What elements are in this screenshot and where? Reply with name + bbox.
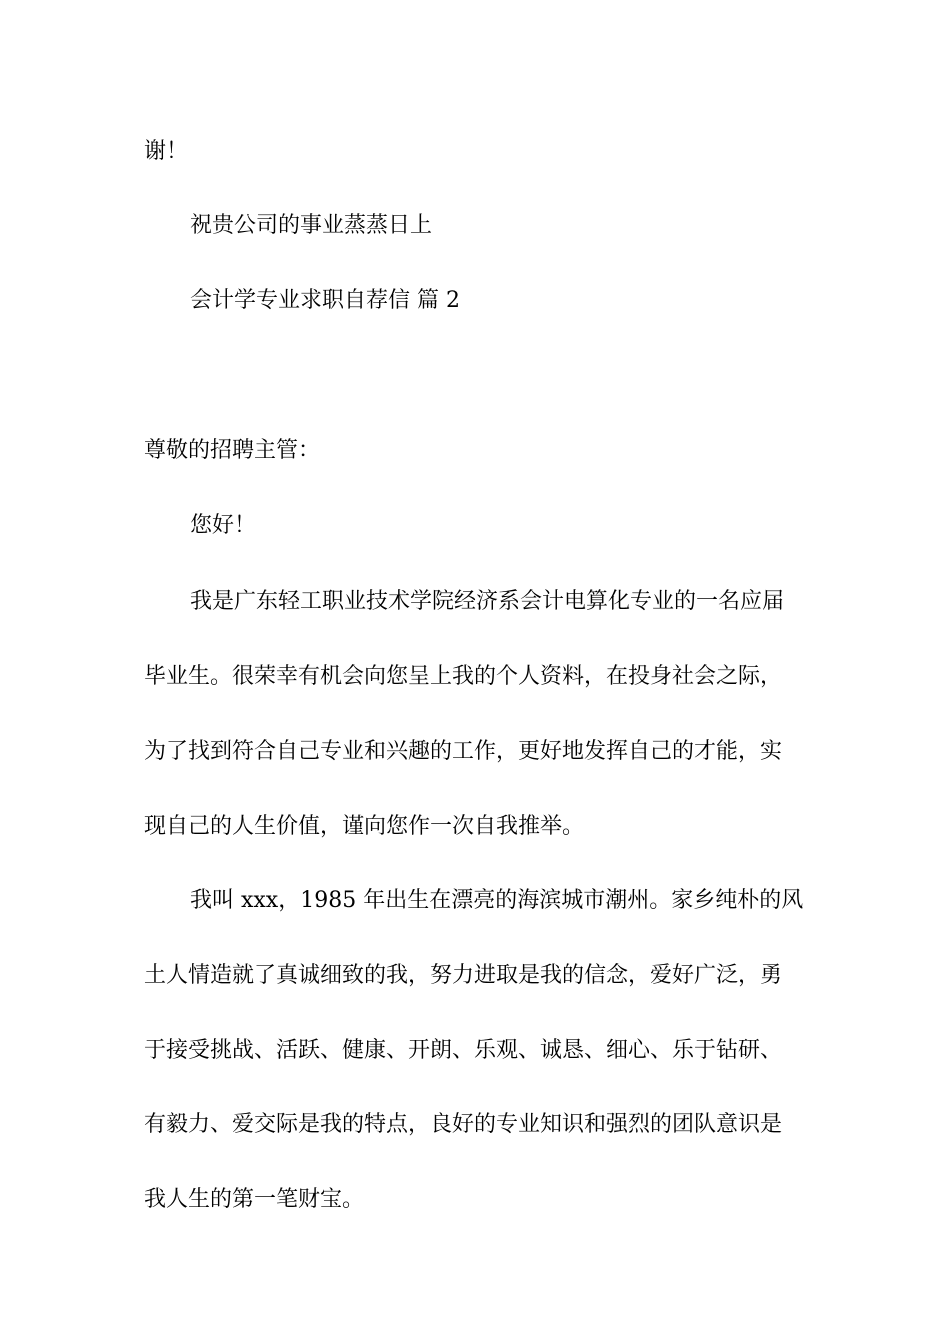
paragraph-line: 我是广东轻工职业技术学院经济系会计电算化专业的一名应届 xyxy=(190,589,785,614)
closing-thanks: 谢！ xyxy=(144,139,189,164)
paragraph-line: 现自己的人生价值，谨向您作一次自我推举。 xyxy=(144,814,585,839)
section-title: 会计学专业求职自荐信 篇 2 xyxy=(190,288,460,313)
paragraph-line: 我叫 xxx，1985 年出生在漂亮的海滨城市潮州。家乡纯朴的风 xyxy=(190,888,804,913)
paragraph-line: 土人情造就了真诚细致的我，努力进取是我的信念，爱好广泛，勇 xyxy=(144,963,783,988)
paragraph-line: 毕业生。很荣幸有机会向您呈上我的个人资料，在投身社会之际， xyxy=(144,664,783,689)
greeting: 您好！ xyxy=(190,513,257,538)
paragraph-line: 有毅力、爱交际是我的特点，良好的专业知识和强烈的团队意识是 xyxy=(144,1112,783,1137)
closing-wish: 祝贵公司的事业蒸蒸日上 xyxy=(190,213,433,238)
paragraph-line: 于接受挑战、活跃、健康、开朗、乐观、诚恳、细心、乐于钻研、 xyxy=(144,1038,783,1063)
paragraph-line: 我人生的第一笔财宝。 xyxy=(144,1187,365,1212)
paragraph-line: 为了找到符合自己专业和兴趣的工作，更好地发挥自己的才能，实 xyxy=(144,739,783,764)
salutation: 尊敬的招聘主管： xyxy=(144,438,321,463)
